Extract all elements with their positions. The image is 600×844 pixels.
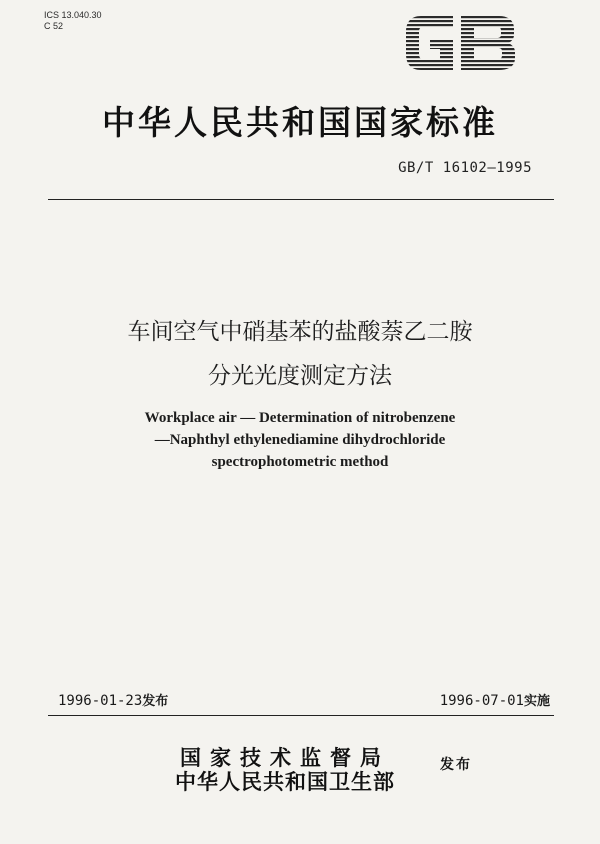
ics-classification: [44, 10, 102, 32]
gb-logo-icon: [403, 12, 518, 74]
implement-date: [440, 690, 550, 709]
issuer-line2: 中华人民共和国卫生部: [175, 770, 395, 794]
title-cn-line2: 分光光度测定方法: [208, 363, 392, 389]
title-en-line3: spectrophotometric method: [211, 454, 389, 470]
issue-date-value: 1996-01-23: [58, 693, 143, 709]
title-cn-line1: 车间空气中硝基苯的盐酸萘乙二胺: [127, 319, 473, 345]
issuer-line1: 国家技术监督局: [180, 746, 390, 770]
title-en-line2: —Naphthyl ethylenediamine dihydrochloride: [154, 432, 446, 448]
title-en-line1: Workplace air — Determination of nitrobenzene: [144, 410, 456, 426]
issue-action-label: 发布: [440, 757, 472, 773]
ics-code: ICS 13.040.30: [44, 10, 102, 20]
issue-date: [58, 690, 168, 709]
implement-date-suffix: 实施: [523, 694, 550, 709]
standard-code: GB/T 16102—1995: [398, 160, 532, 176]
bottom-divider: [48, 715, 554, 716]
standard-type-title: 中华人民共和国国家标准: [102, 103, 498, 142]
ccs-code: C 52: [44, 21, 64, 31]
top-divider: [48, 199, 554, 200]
implement-date-value: 1996-07-01: [439, 693, 524, 709]
issue-date-suffix: 发布: [142, 694, 169, 709]
